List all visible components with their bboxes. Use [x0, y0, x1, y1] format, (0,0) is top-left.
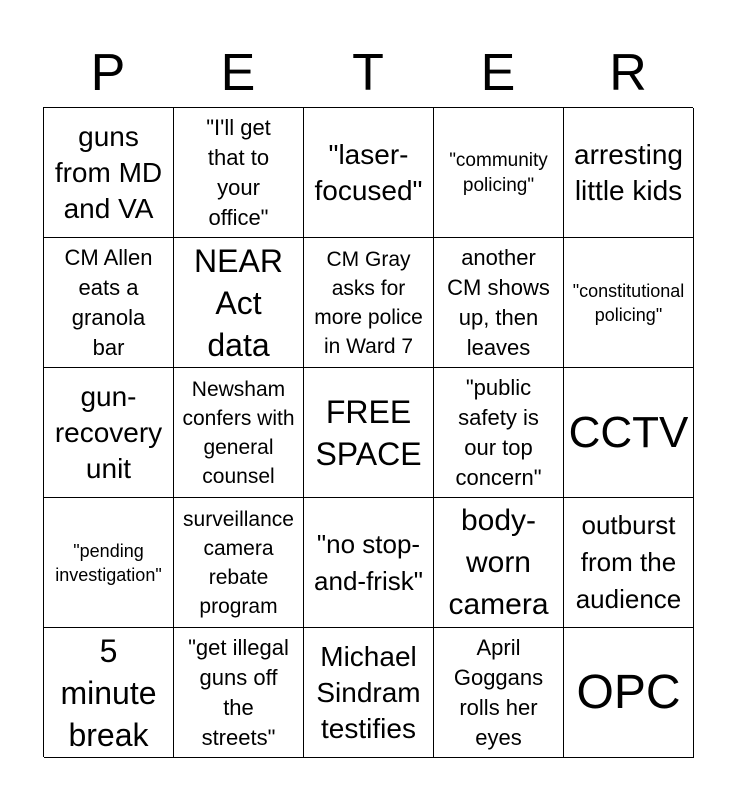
header-letter-e: E — [220, 44, 256, 102]
cell-text: FREE SPACE — [315, 393, 422, 472]
cell-text: "get illegal guns off the streets" — [188, 634, 289, 750]
bingo-cell[interactable] — [174, 628, 304, 758]
cell-text: "I'll get that to your office" — [206, 114, 271, 230]
cell-text: Newsham confers with general counsel — [182, 377, 295, 488]
bingo-grid — [43, 107, 693, 757]
cell-text: gun- recovery unit — [54, 380, 163, 484]
cell-text: arresting little kids — [574, 138, 683, 206]
bingo-cell[interactable] — [44, 498, 174, 628]
bingo-cell[interactable] — [174, 498, 304, 628]
bingo-cell[interactable] — [564, 108, 694, 238]
cell-text: surveillance camera rebate program — [183, 507, 294, 618]
cell-text: "constitutional policing" — [572, 280, 685, 325]
bingo-cell[interactable] — [434, 498, 564, 628]
cell-text: CM Allen eats a granola bar — [64, 244, 153, 360]
bingo-cell[interactable] — [434, 108, 564, 238]
bingo-cell[interactable] — [434, 238, 564, 368]
free-space-cell[interactable] — [304, 368, 434, 498]
bingo-cell[interactable] — [434, 368, 564, 498]
bingo-cell[interactable] — [44, 108, 174, 238]
bingo-cell[interactable] — [564, 368, 694, 498]
bingo-cell[interactable] — [564, 238, 694, 368]
bingo-cell[interactable] — [304, 238, 434, 368]
header-letter-t: T — [352, 44, 384, 102]
cell-text: "public safety is our top concern" — [455, 374, 542, 490]
bingo-header — [43, 40, 693, 106]
cell-text: "laser- focused" — [314, 138, 423, 206]
bingo-cell[interactable] — [434, 628, 564, 758]
bingo-cell[interactable] — [174, 368, 304, 498]
bingo-cell[interactable] — [44, 238, 174, 368]
cell-text: guns from MD and VA — [54, 120, 163, 224]
bingo-cell[interactable] — [44, 628, 174, 758]
cell-text: NEAR Act data — [194, 242, 283, 363]
cell-text: 5 minute break — [60, 632, 157, 753]
cell-text: April Goggans rolls her eyes — [453, 634, 544, 750]
bingo-cell[interactable] — [304, 498, 434, 628]
cell-text: outburst from the audience — [575, 510, 682, 614]
bingo-cell[interactable] — [174, 238, 304, 368]
bingo-cell[interactable] — [564, 498, 694, 628]
cell-text: CM Gray asks for more police in Ward 7 — [314, 247, 423, 358]
header-letter-r: R — [609, 44, 647, 102]
bingo-cell[interactable] — [44, 368, 174, 498]
bingo-cell[interactable] — [174, 108, 304, 238]
cell-text: another CM shows up, then leaves — [447, 244, 550, 360]
cell-text: Michael Sindram testifies — [316, 640, 421, 744]
cell-text: "community policing" — [449, 149, 548, 196]
header-letter-p: P — [90, 44, 126, 102]
cell-text: "no stop- and-frisk" — [314, 528, 423, 596]
header-letter-e-2: E — [480, 44, 516, 102]
bingo-cell[interactable] — [564, 628, 694, 758]
cell-text: OPC — [576, 665, 681, 719]
cell-text: body- worn camera — [448, 503, 549, 621]
bingo-cell[interactable] — [304, 108, 434, 238]
cell-text: CCTV — [568, 407, 689, 457]
cell-text: "pending investigation" — [55, 540, 162, 585]
bingo-cell[interactable] — [304, 628, 434, 758]
